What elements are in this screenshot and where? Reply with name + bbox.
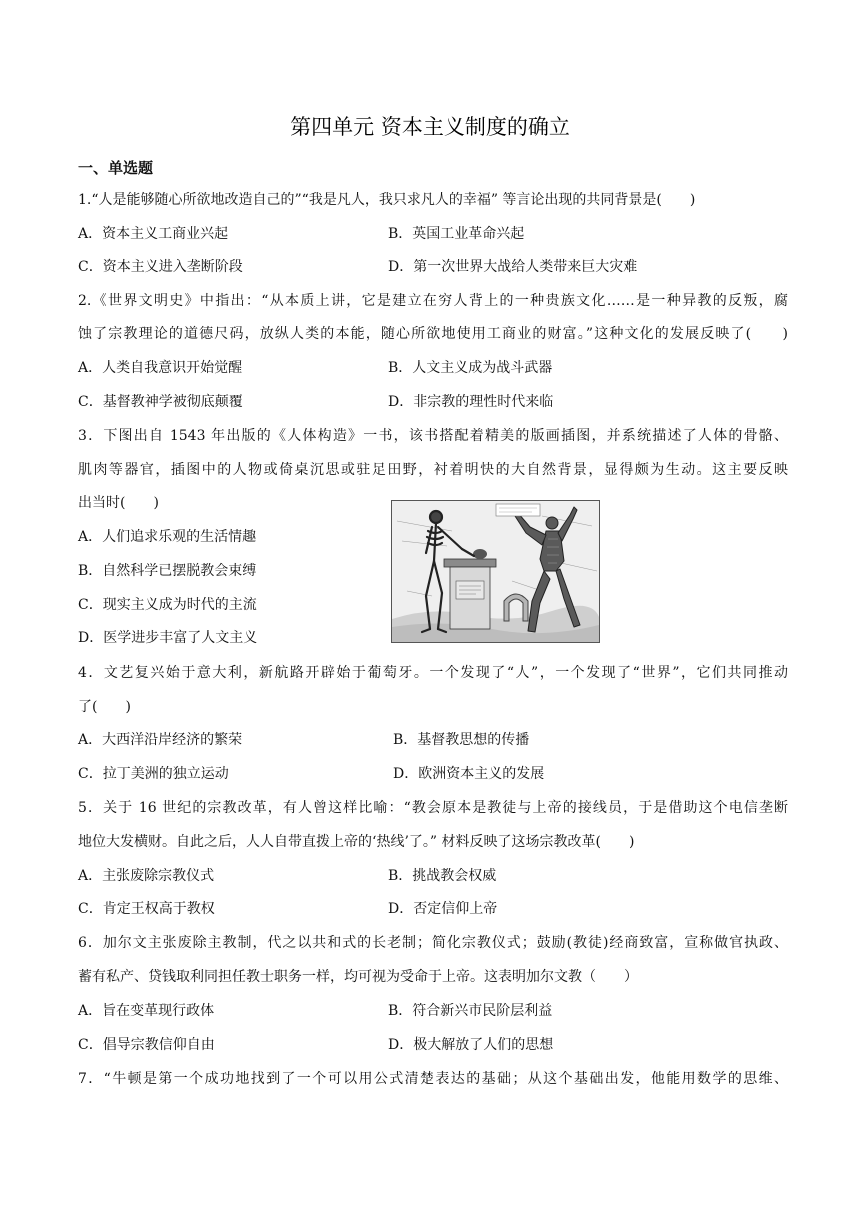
question-7-stem-line-1: 7．“牛顿是第一个成功地找到了一个可以用公式清楚表达的基础；从这个基础出发，他能用数学的思维、 xyxy=(78,1071,788,1087)
q4-option-a: A．大西洋沿岸经济的繁荣 xyxy=(78,732,243,748)
question-5-stem-line-1: 5．关于 16 世纪的宗教改革，有人曾这样比喻：“教会原本是教徒与上帝的接线员，于是借助这个电信垄断 xyxy=(78,800,788,816)
q2-option-d: D．非宗教的理性时代来临 xyxy=(388,394,554,410)
q1-option-a: A．资本主义工商业兴起 xyxy=(78,226,229,242)
question-6-stem-line-1: 6．加尔文主张废除主教制，代之以共和式的长老制；简化宗教仪式；鼓励(教徒)经商致富，宣称做官执政、 xyxy=(78,935,788,951)
q6-option-d: D．极大解放了人们的思想 xyxy=(388,1037,554,1053)
question-3-stem-line-3: 出当时( ) xyxy=(78,495,159,511)
q1-option-c: C．资本主义进入垄断阶段 xyxy=(78,259,243,275)
question-2-stem-line-2: 蚀了宗教理论的道德尺码，放纵人类的本能，随心所欲地使用工商业的财富。”这种文化的发展反映了( ) xyxy=(78,326,788,342)
q3-option-d: D．医学进步丰富了人文主义 xyxy=(78,630,258,646)
page-title: 第四单元 资本主义制度的确立 xyxy=(290,115,570,139)
question-6-stem-line-2: 蓄有私产、贷钱取利同担任教士职务一样，均可视为受命于上帝。这表明加尔文教（ ） xyxy=(78,969,638,985)
q5-option-d: D．否定信仰上帝 xyxy=(388,901,498,917)
q5-option-c: C．肯定王权高于教权 xyxy=(78,901,215,917)
question-3-stem-line-2: 肌肉等器官，插图中的人物或倚桌沉思或驻足田野，衬着明快的大自然背景，显得颇为生动。这主要反映 xyxy=(78,462,788,478)
question-4-stem-line-2: 了( ) xyxy=(78,699,131,715)
q4-option-c: C．拉丁美洲的独立运动 xyxy=(78,766,229,782)
q5-option-b: B．挑战教会权威 xyxy=(388,868,497,884)
anatomy-engraving-image xyxy=(391,500,600,643)
question-2-stem-line-1: 2.《世界文明史》中指出：“从本质上讲，它是建立在穷人背上的一种贵族文化……是一种异教的反叛，腐 xyxy=(78,293,788,309)
q2-option-a: A．人类自我意识开始觉醒 xyxy=(78,360,243,376)
q6-option-a: A．旨在变革现行政体 xyxy=(78,1003,215,1019)
section-heading: 一、单选题 xyxy=(78,159,154,177)
q1-option-d: D．第一次世界大战给人类带来巨大灾难 xyxy=(388,259,638,275)
q2-option-b: B．人文主义成为战斗武器 xyxy=(388,360,553,376)
question-1-stem: 1.“人是能够随心所欲地改造自己的”“我是凡人，我只求凡人的幸福” 等言论出现的共同背景是( ) xyxy=(78,192,696,208)
q4-option-b: B．基督教思想的传播 xyxy=(393,732,530,748)
q6-option-b: B．符合新兴市民阶层利益 xyxy=(388,1003,553,1019)
question-4-stem-line-1: 4．文艺复兴始于意大利，新航路开辟始于葡萄牙。一个发现了“人”，一个发现了“世界”，它们共同推动 xyxy=(78,665,788,681)
q1-option-b: B．英国工业革命兴起 xyxy=(388,226,525,242)
question-5-stem-line-2: 地位大发横财。自此之后，人人自带直拨上帝的‘热线’了。” 材料反映了这场宗教改革( ) xyxy=(78,834,635,850)
q2-option-c: C．基督教神学被彻底颠覆 xyxy=(78,394,243,410)
q4-option-d: D．欧洲资本主义的发展 xyxy=(393,766,545,782)
q3-option-a: A．人们追求乐观的生活情趣 xyxy=(78,529,257,545)
q5-option-a: A．主张废除宗教仪式 xyxy=(78,868,215,884)
anatomy-engraving-illustration xyxy=(392,501,599,642)
q3-option-c: C．现实主义成为时代的主流 xyxy=(78,597,257,613)
question-3-stem-line-1: 3．下图出自 1543 年出版的《人体构造》一书，该书搭配着精美的版画插图，并系统描述了人体的骨骼、 xyxy=(78,428,788,444)
q6-option-c: C．倡导宗教信仰自由 xyxy=(78,1037,215,1053)
q3-option-b: B．自然科学已摆脱教会束缚 xyxy=(78,563,257,579)
